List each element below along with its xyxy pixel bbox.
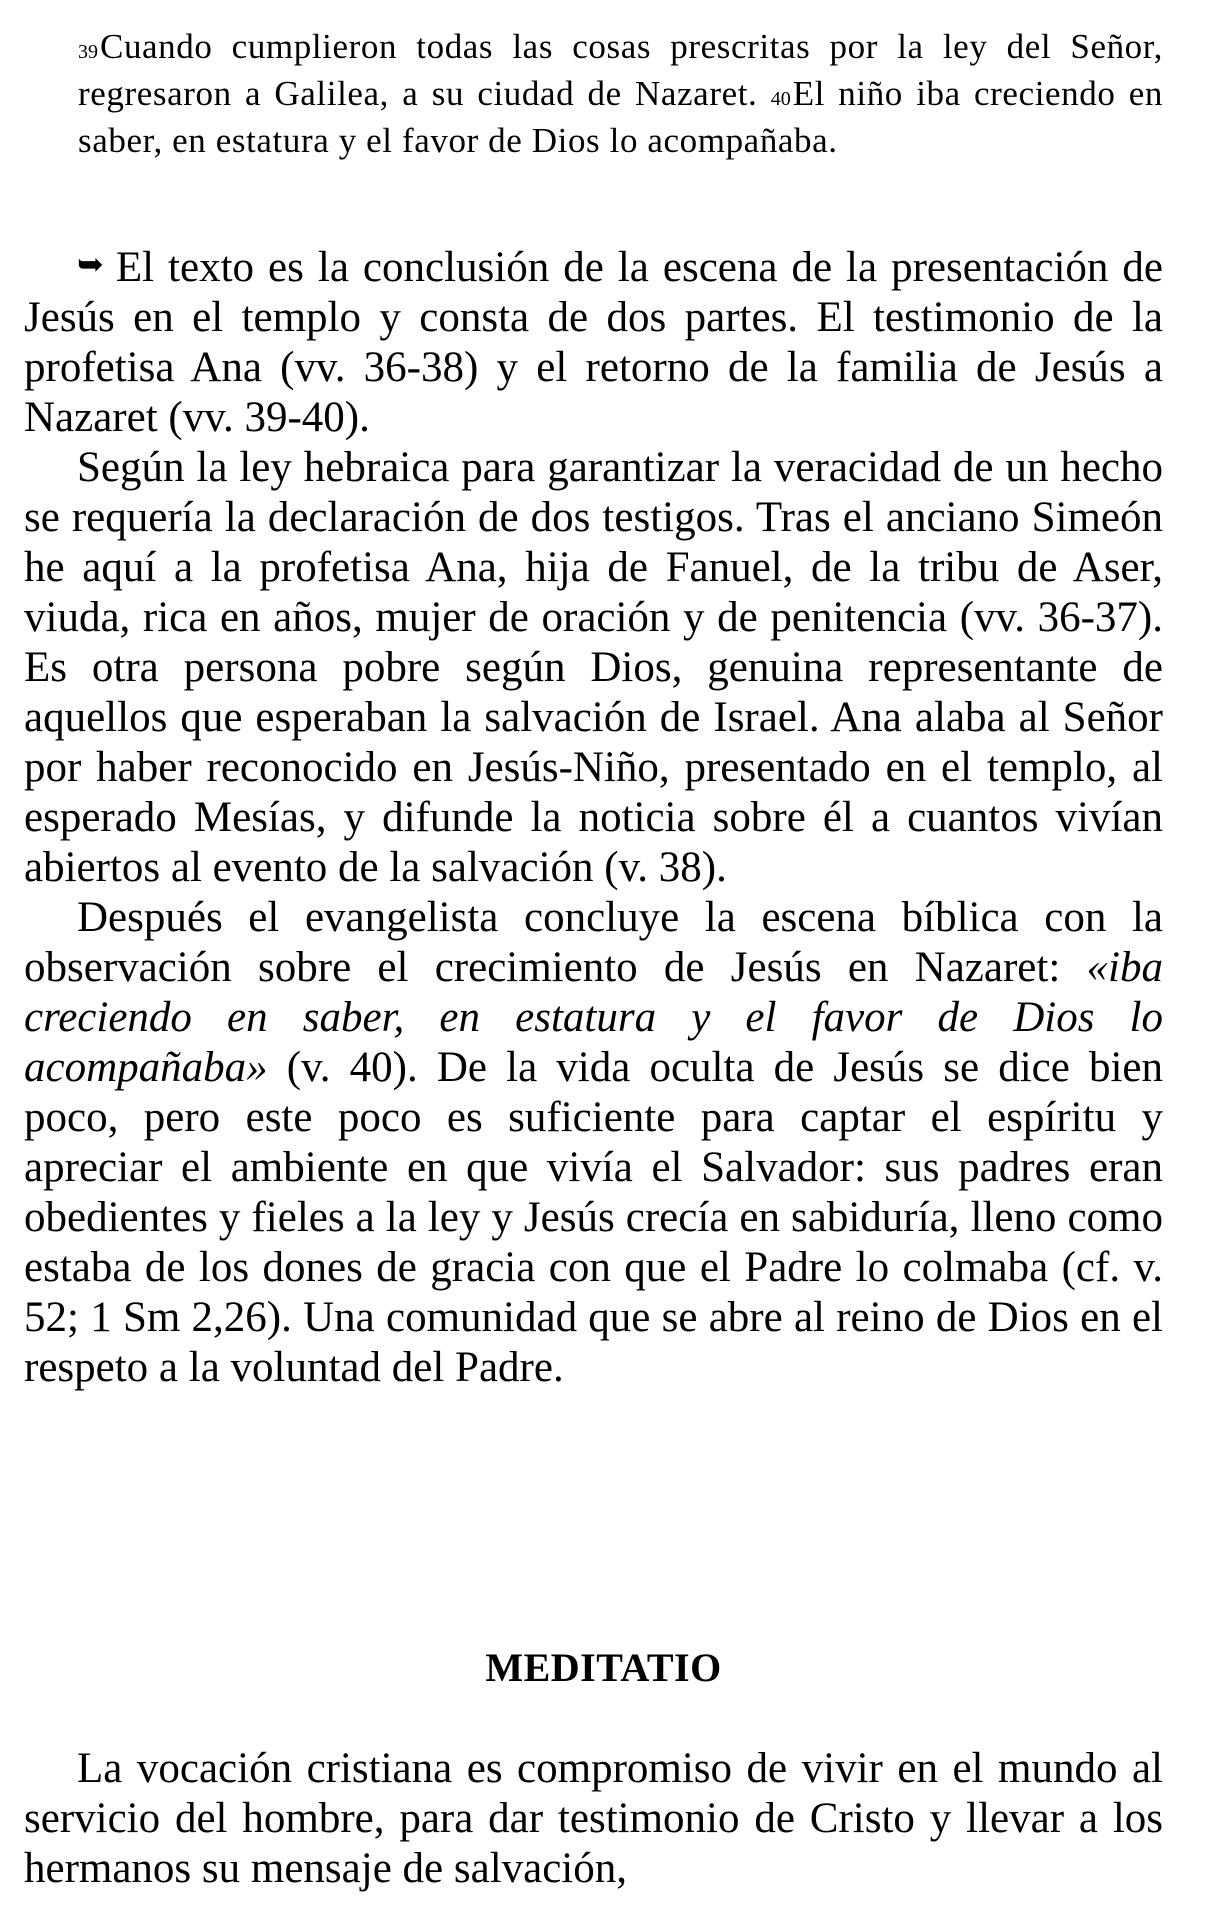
- verse-number-39: 39: [78, 41, 98, 63]
- verse-number-40: 40: [770, 88, 791, 110]
- commentary-paragraph-3-start: Después el evangelista concluye la escena bíblica con la observación sobre el crecimiento de Jesús en Nazaret:: [24, 894, 1163, 991]
- section-heading: MEDITATIO: [485, 1645, 722, 1690]
- commentary-section: [24, 239, 1163, 1393]
- scripture-quote: «iba creciendo en saber, en estatura y el favor de Dios lo acompañaba»: [24, 944, 1163, 1091]
- commentary-paragraph-2: Según la ley hebraica para garantizar la veracidad de un hecho se requería la declaración de dos testigos. Tras el anciano Simeón he aquí a la profetisa Ana, hija de Fanuel, de la tribu de Aser, viuda, rica en años, mujer de oración y de penitencia (vv. 36-37). Es otra persona pobre según Dios, genuina representante de aquellos que esperaban la salvación de Israel. Ana alaba al Señor por haber reconocido en Jesús-Niño, presentado en el templo, al esperado Mesías, y difunde la noticia sobre él a cuantos vivían abiertos al evento de la salvación (v. 38).: [24, 444, 1163, 891]
- meditatio-paragraph-1: La vocación cristiana es compromiso de vivir en el mundo al servicio del hombre, para dar testimonio de Cristo y llevar a los hermanos su mensaje de salvación,: [24, 1745, 1163, 1892]
- commentary-paragraph-3-end: (v. 40). De la vida oculta de Jesús se dice bien poco, pero este poco es suficiente para captar el espíritu y apreciar el ambiente en que vivía el Salvador: sus padres eran obedientes y fieles a la ley y Jesús crecía en sabiduría, lleno como estaba de los dones de gracia con que el Padre lo colmaba (cf. v. 52; 1 Sm 2,26). Una comunidad que se abre al reino de Dios en el respeto a la voluntad del Padre.: [24, 1044, 1164, 1391]
- commentary-paragraph-3: [24, 893, 1163, 1393]
- commentary-paragraph-1-text: El texto es la conclusión de la escena de la presentación de Jesús en el templo y consta de dos partes. El testimonio de la profetisa Ana (vv. 36-38) y el retorno de la familia de Jesús a Nazaret (vv. 39-40).: [24, 244, 1163, 441]
- scripture-verses: [78, 26, 1163, 161]
- meditatio-section: [24, 1744, 1163, 1894]
- verse-40-text: El niño iba creciendo en saber, en estatura y el favor de Dios lo acompañaba.: [78, 74, 1163, 160]
- verse-39-text: Cuando cumplieron todas las cosas prescritas por la ley del Señor, regresaron a Galilea, a su ciudad de Nazaret.: [78, 27, 1163, 113]
- commentary-paragraph-1: [24, 239, 1163, 443]
- arrow-icon: ➥: [77, 245, 104, 283]
